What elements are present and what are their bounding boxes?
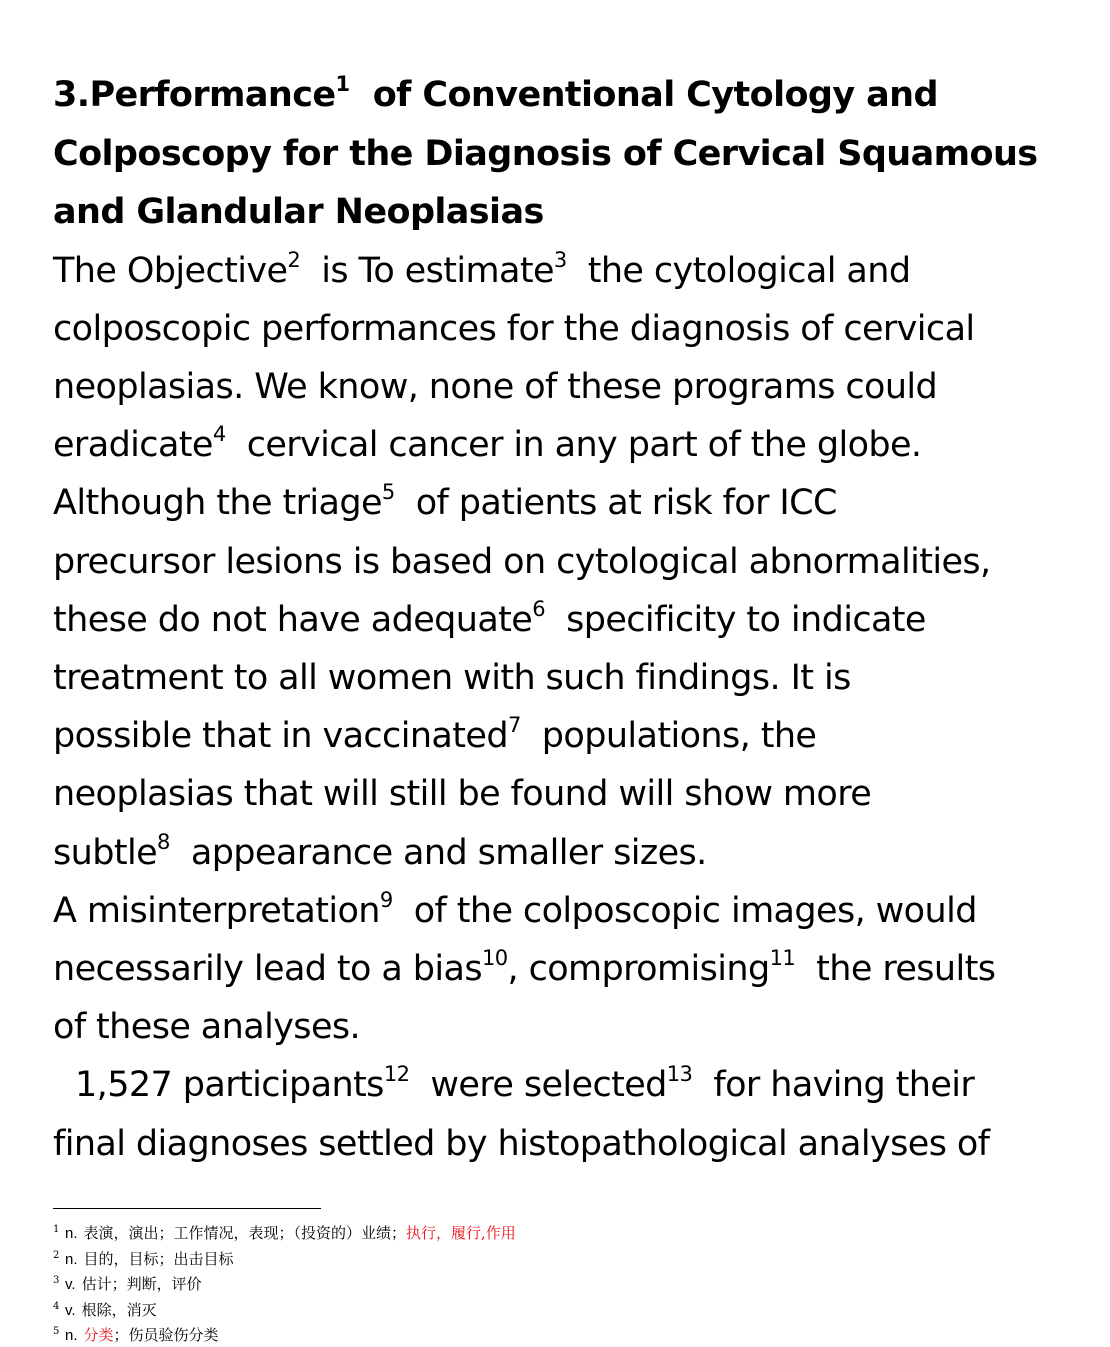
- body-paragraph: [53, 242, 1063, 1173]
- footnote-ref[interactable]: 4: [212, 422, 226, 447]
- body-line: final diagnoses settled by histopathological analyses of: [53, 1123, 990, 1164]
- part-of-speech: n.: [65, 1225, 78, 1242]
- footnote-ref[interactable]: 7: [507, 713, 521, 738]
- footnote-highlight: 分类: [83, 1326, 114, 1344]
- title-line-1: 3.Performance$^1$ of Conventional Cytology and: [53, 72, 938, 115]
- body-line: neoplasias that will still be found will show more: [53, 774, 872, 815]
- document-title: [53, 66, 1063, 242]
- body-line: 1,527 participants$^{12}$ were selected$^{13}$ for having their: [75, 1062, 975, 1106]
- footnote-ref[interactable]: 3: [553, 247, 567, 272]
- body-line: The Objective$^2$ is To estimate$^3$ the cytological and: [53, 247, 911, 291]
- footnote-ref[interactable]: 12: [383, 1062, 410, 1087]
- footnote-ref[interactable]: 8: [157, 829, 170, 854]
- footnote-3: [53, 1270, 1053, 1296]
- footnote-ref[interactable]: 1: [335, 72, 350, 96]
- footnote-definition: 根除，消灭: [81, 1300, 157, 1319]
- part-of-speech: n.: [65, 1327, 78, 1344]
- footnote-definition: 目的，目标；出击目标: [83, 1249, 234, 1268]
- body-line: these do not have adequate$^6$ specificity to indicate: [53, 596, 926, 640]
- document-page: [53, 66, 1063, 1173]
- footnote-highlight: 执行，履行,作用: [406, 1224, 516, 1242]
- body-line: subtle$^8$ appearance and smaller sizes.: [53, 829, 707, 873]
- footnote-definition: ；伤员验伤分类: [113, 1326, 219, 1344]
- body-line: A misinterpretation$^9$ of the colposcopic images, would: [53, 887, 977, 931]
- footnote-2: [53, 1245, 1053, 1271]
- footnote-number: 3: [53, 1275, 60, 1286]
- footnote-separator: [53, 1208, 321, 1209]
- body-line: necessarily lead to a bias$^{10}$, compromising$^{11}$ the results: [53, 945, 996, 989]
- part-of-speech: n.: [65, 1250, 78, 1268]
- footnote-definition: 表演，演出；工作情况，表现；（投资的）业绩；: [83, 1224, 407, 1242]
- title-line-2: Colposcopy for the Diagnosis of Cervical Squamous: [53, 133, 1038, 174]
- body-line: colposcopic performances for the diagnosis of cervical: [53, 308, 975, 349]
- body-line: possible that in vaccinated$^7$ populations, the: [53, 713, 817, 757]
- footnote-ref[interactable]: 11: [769, 945, 796, 970]
- footnote-5: [53, 1321, 1053, 1347]
- footnote-ref[interactable]: 5: [381, 480, 395, 505]
- part-of-speech: v.: [65, 1276, 76, 1293]
- body-line: treatment to all women with such findings. It is: [53, 657, 851, 698]
- footnote-definition: 估计；判断，评价: [81, 1275, 202, 1293]
- title-line-3: and Glandular Neoplasias: [53, 192, 544, 232]
- footnote-number: 4: [53, 1300, 60, 1312]
- footnote-ref[interactable]: 9: [379, 887, 393, 912]
- footnote-number: 2: [53, 1249, 60, 1261]
- body-line: of these analyses.: [53, 1007, 361, 1048]
- footnotes: [53, 1219, 1053, 1347]
- body-line: neoplasias. We know, none of these programs could: [53, 366, 938, 407]
- footnote-1: [53, 1219, 1053, 1245]
- footnote-ref[interactable]: 13: [666, 1062, 693, 1087]
- footnote-ref[interactable]: 10: [482, 945, 508, 970]
- footnote-ref[interactable]: 2: [287, 247, 301, 272]
- part-of-speech: v.: [65, 1301, 76, 1319]
- footnote-4: [53, 1296, 1053, 1322]
- body-line: Although the triage$^5$ of patients at risk for ICC: [53, 480, 837, 524]
- footnote-number: 1: [53, 1224, 60, 1235]
- footnote-ref[interactable]: 6: [532, 596, 546, 621]
- body-line: eradicate$^4$ cervical cancer in any part of the globe.: [53, 422, 922, 466]
- footnote-number: 5: [53, 1326, 60, 1337]
- body-line: precursor lesions is based on cytological abnormalities,: [53, 541, 991, 582]
